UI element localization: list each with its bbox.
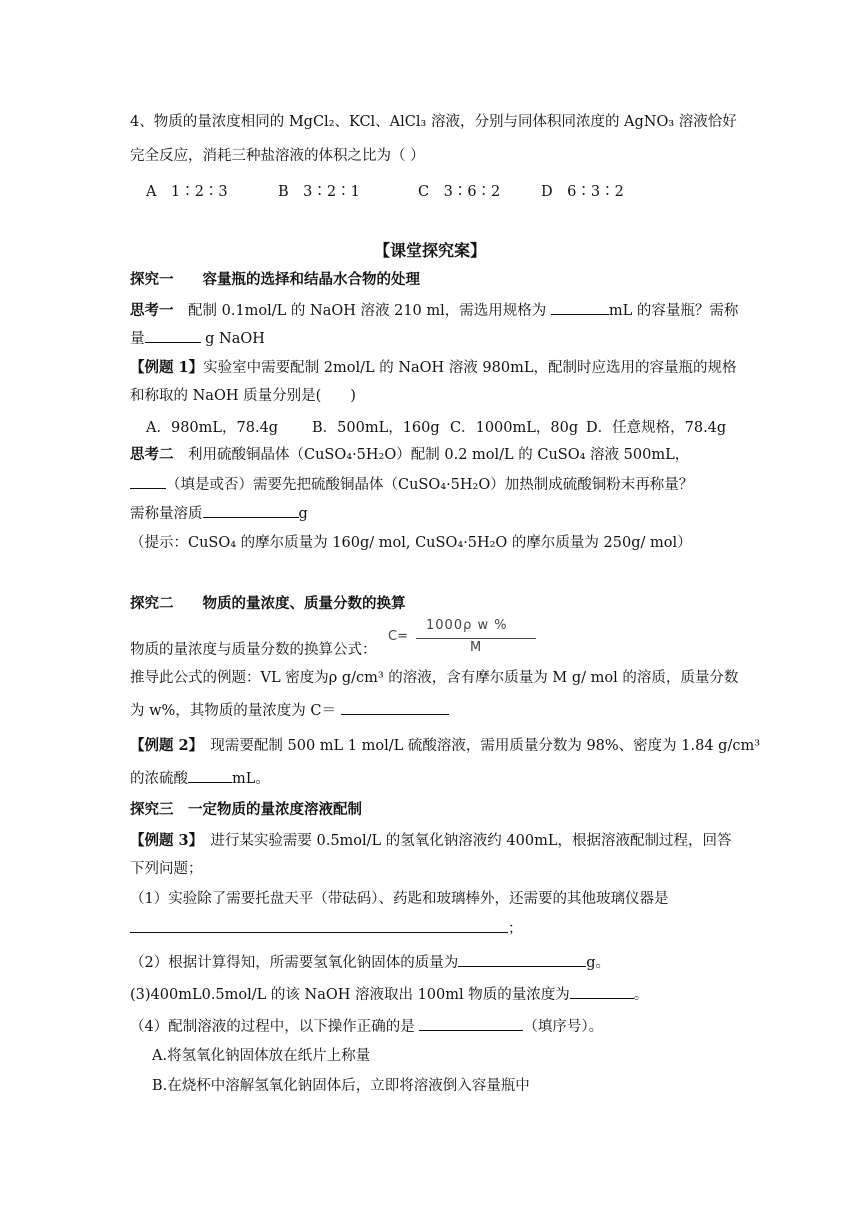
- option-b: B.在烧杯中溶解氢氧化钠固体后，立即将溶液倒入容量瓶中: [152, 1078, 530, 1094]
- hint-text: （提示：CuSO₄ 的摩尔质量为 160g/ mol, CuSO₄·5H₂O 的摩尔质量为 250g/ mol）: [130, 535, 692, 551]
- sub-question-1-end: ；: [508, 921, 523, 937]
- example2-text: 现需要配制 500 mL 1 mol/L 硫酸溶液，需用质量分数为 98%、密度为 1.84 g/cm³: [195, 738, 761, 754]
- ex1-option-a: A．980mL，78.4g: [146, 420, 279, 436]
- derive-line2-text: 为 w%，其物质的量浓度为 C＝: [130, 703, 341, 719]
- think1-after: mL 的容量瓶？需称: [608, 303, 739, 319]
- ex1-option-c: C．1000mL，80g: [450, 420, 579, 436]
- answer-blank[interactable]: [145, 328, 201, 343]
- sub-question-3-text: (3)400mL0.5mol/L 的该 NaOH 溶液取出 100ml 物质的量浓度为: [130, 987, 570, 1003]
- derive-line2: [130, 700, 449, 721]
- think2-text: 利用硫酸铜晶体（CuSO₄·5H₂O）配制 0.2 mol/L 的 CuSO₄ 溶液 500mL，: [173, 447, 690, 463]
- ex1-option-d: D．任意规格，78.4g: [586, 420, 727, 436]
- question-4-line2: 完全反应，消耗三种盐溶液的体积之比为（ ）: [130, 148, 425, 164]
- example2-line1: [130, 736, 760, 756]
- formula-intro: 物质的量浓度与质量分数的换算公式：: [130, 642, 377, 658]
- think2-label: 思考二: [130, 446, 174, 463]
- think2-line3-pre: 需称量溶质: [130, 506, 203, 522]
- explore1-heading: 探究一 容量瓶的选择和结晶水合物的处理: [130, 271, 420, 288]
- sub-question-1-blank-line: [130, 918, 523, 939]
- q4-option-c: C 3∶6∶2: [418, 184, 501, 200]
- answer-blank[interactable]: [458, 952, 586, 967]
- answer-blank[interactable]: [570, 984, 634, 999]
- example2-label: 【例题 2】: [130, 737, 196, 754]
- section-title: 【课堂探究案】: [373, 241, 486, 260]
- fraction-bar: [416, 638, 536, 639]
- answer-blank[interactable]: [419, 1016, 523, 1031]
- sub-question-3-end: 。: [633, 987, 649, 1003]
- think1-label: 思考一: [130, 302, 174, 319]
- question-4-line1: 4、物质的量浓度相同的 MgCl₂、KCl、AlCl₃ 溶液，分别与同体积同浓度的 AgNO₃ 溶液恰好: [130, 114, 737, 130]
- answer-blank[interactable]: [130, 918, 508, 933]
- think2-line2-text: （填是或否）需要先把硫酸铜晶体（CuSO₄·5H₂O）加热制成硫酸铜粉末再称量？: [166, 477, 694, 493]
- think1-line2-pre: 量: [130, 331, 145, 347]
- example1-text: 实验室中需要配制 2mol/L 的 NaOH 溶液 980mL，配制时应选用的容量瓶的规格: [203, 360, 737, 376]
- answer-blank[interactable]: [203, 503, 299, 518]
- formula-denominator: M: [470, 640, 482, 655]
- think2-line2: [130, 474, 693, 495]
- answer-blank[interactable]: [130, 474, 166, 489]
- example3-line1: [130, 831, 731, 851]
- sub-question-3: [130, 984, 648, 1005]
- think2-line3: [130, 503, 308, 524]
- example2-line2-pre: 的浓硫酸: [130, 771, 188, 787]
- think2-line1: [130, 445, 689, 465]
- think1-line2-post: g NaOH: [200, 331, 265, 347]
- sub-question-1: （1）实验除了需要托盘天平（带砝码）、药匙和玻璃棒外，还需要的其他玻璃仪器是: [130, 891, 669, 907]
- q4-option-a: A 1∶2∶3: [146, 184, 228, 200]
- answer-blank[interactable]: [341, 700, 449, 715]
- sub-question-2-text: （2）根据计算得知，所需要氢氧化钠固体的质量为: [130, 955, 459, 971]
- example1-line1: [130, 358, 736, 378]
- derive-line1: 推导此公式的例题：VL 密度为ρ g/cm³ 的溶液，含有摩尔质量为 M g/ mol 的溶质，质量分数: [130, 670, 739, 686]
- sub-question-2-end: g。: [586, 955, 611, 971]
- formula-lhs: C=: [388, 629, 408, 644]
- example3-line2: 下列问题；: [130, 861, 203, 877]
- answer-blank[interactable]: [188, 768, 232, 783]
- explore2-heading: 探究二 物质的量浓度、质量分数的换算: [130, 595, 406, 612]
- sub-question-4: [130, 1016, 603, 1037]
- ex1-option-b: B．500mL，160g: [312, 420, 440, 436]
- sub-question-4-end: （填序号）。: [523, 1019, 604, 1035]
- think1-line1: [130, 300, 738, 321]
- example3-text: 进行某实验需要 0.5mol/L 的氢氧化钠溶液约 400mL，根据溶液配制过程，回答: [195, 833, 732, 849]
- answer-blank[interactable]: [551, 300, 609, 315]
- think2-line3-post: g: [298, 506, 308, 522]
- example2-line2-post: mL。: [232, 771, 270, 787]
- sub-question-2: [130, 952, 610, 973]
- example3-label: 【例题 3】: [130, 832, 196, 849]
- think1-text: 配制 0.1mol/L 的 NaOH 溶液 210 ml，需选用规格为: [173, 303, 547, 319]
- q4-option-d: D 6∶3∶2: [541, 184, 624, 200]
- q4-option-b: B 3∶2∶1: [278, 184, 360, 200]
- sub-question-4-text: （4）配制溶液的过程中，以下操作正确的是: [130, 1019, 420, 1035]
- think1-line2: [130, 328, 265, 349]
- explore3-heading: 探究三 一定物质的量浓度溶液配制: [130, 801, 362, 818]
- formula-numerator: 1000ρ w %: [426, 618, 508, 633]
- example2-line2: [130, 768, 270, 789]
- example1-label: 【例题 1】: [130, 359, 204, 376]
- example1-line2: 和称取的 NaOH 质量分别是( ): [130, 388, 356, 404]
- option-a: A.将氢氧化钠固体放在纸片上称量: [152, 1048, 371, 1064]
